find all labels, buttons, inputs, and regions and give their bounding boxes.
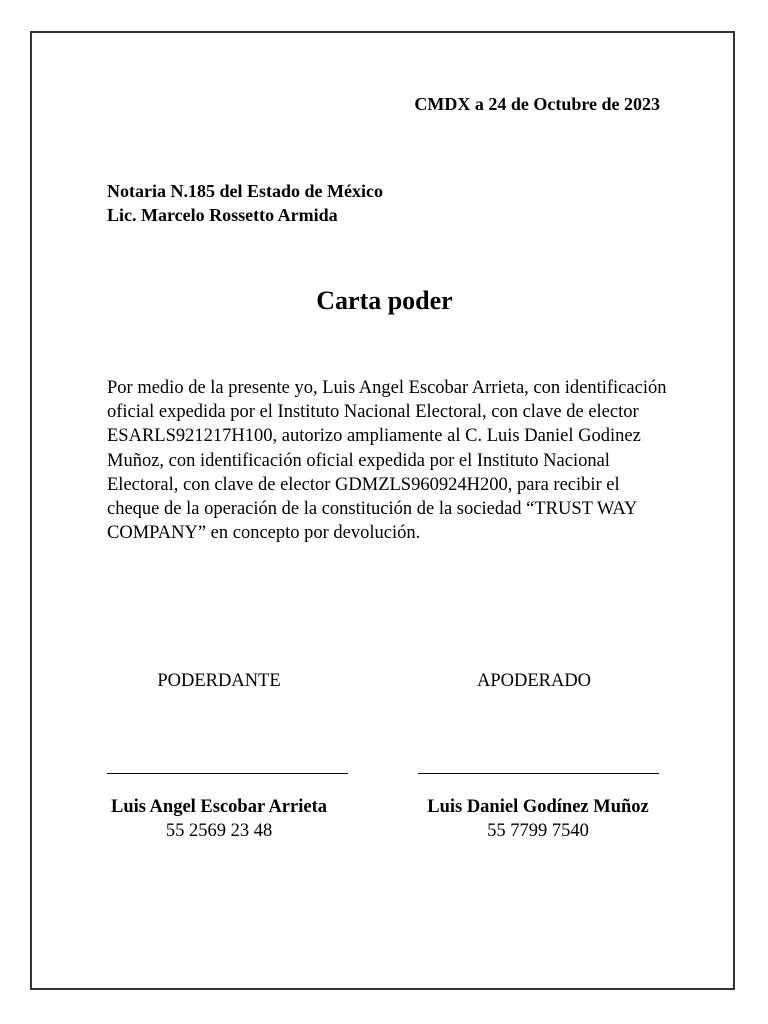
signer-poderdante	[69, 795, 369, 843]
role-poderdante: PODERDANTE	[157, 671, 281, 691]
signer-phone: 55 7799 7540	[487, 821, 589, 841]
document-title: Carta poder	[316, 286, 453, 315]
addressee-notary: Notaria N.185 del Estado de México	[107, 181, 383, 201]
role-apoderado: APODERADO	[476, 671, 592, 691]
addressee-name: Lic. Marcelo Rossetto Armida	[107, 205, 338, 225]
signer-phone: 55 2569 23 48	[165, 821, 273, 841]
document-body: Por medio de la presente yo, Luis Angel Escobar Arrieta, con identificación oficial expedida por el Instituto Nacional Electoral, con clave de elector ESARLS921217H100, autorizo ampliamente al C. Luis Daniel Godinez Muñoz, con identificación oficial expedida por el Instituto Nacional Electoral, con clave de elector GDMZLS960924H200, para recibir el cheque de la operación de la constitución de la sociedad “TRUST WAY COMPANY” en concepto por devolución.	[107, 378, 667, 544]
signature-line-apoderado	[418, 773, 659, 774]
signer-apoderado	[388, 795, 688, 843]
signature-line-poderdante	[107, 773, 348, 774]
date-line: CMDX a 24 de Octubre de 2023	[414, 94, 660, 114]
signer-name: Luis Angel Escobar Arrieta	[110, 797, 327, 817]
signer-name: Luis Daniel Godínez Muñoz	[427, 797, 649, 817]
document-page	[30, 31, 735, 990]
addressee-block	[107, 179, 383, 227]
